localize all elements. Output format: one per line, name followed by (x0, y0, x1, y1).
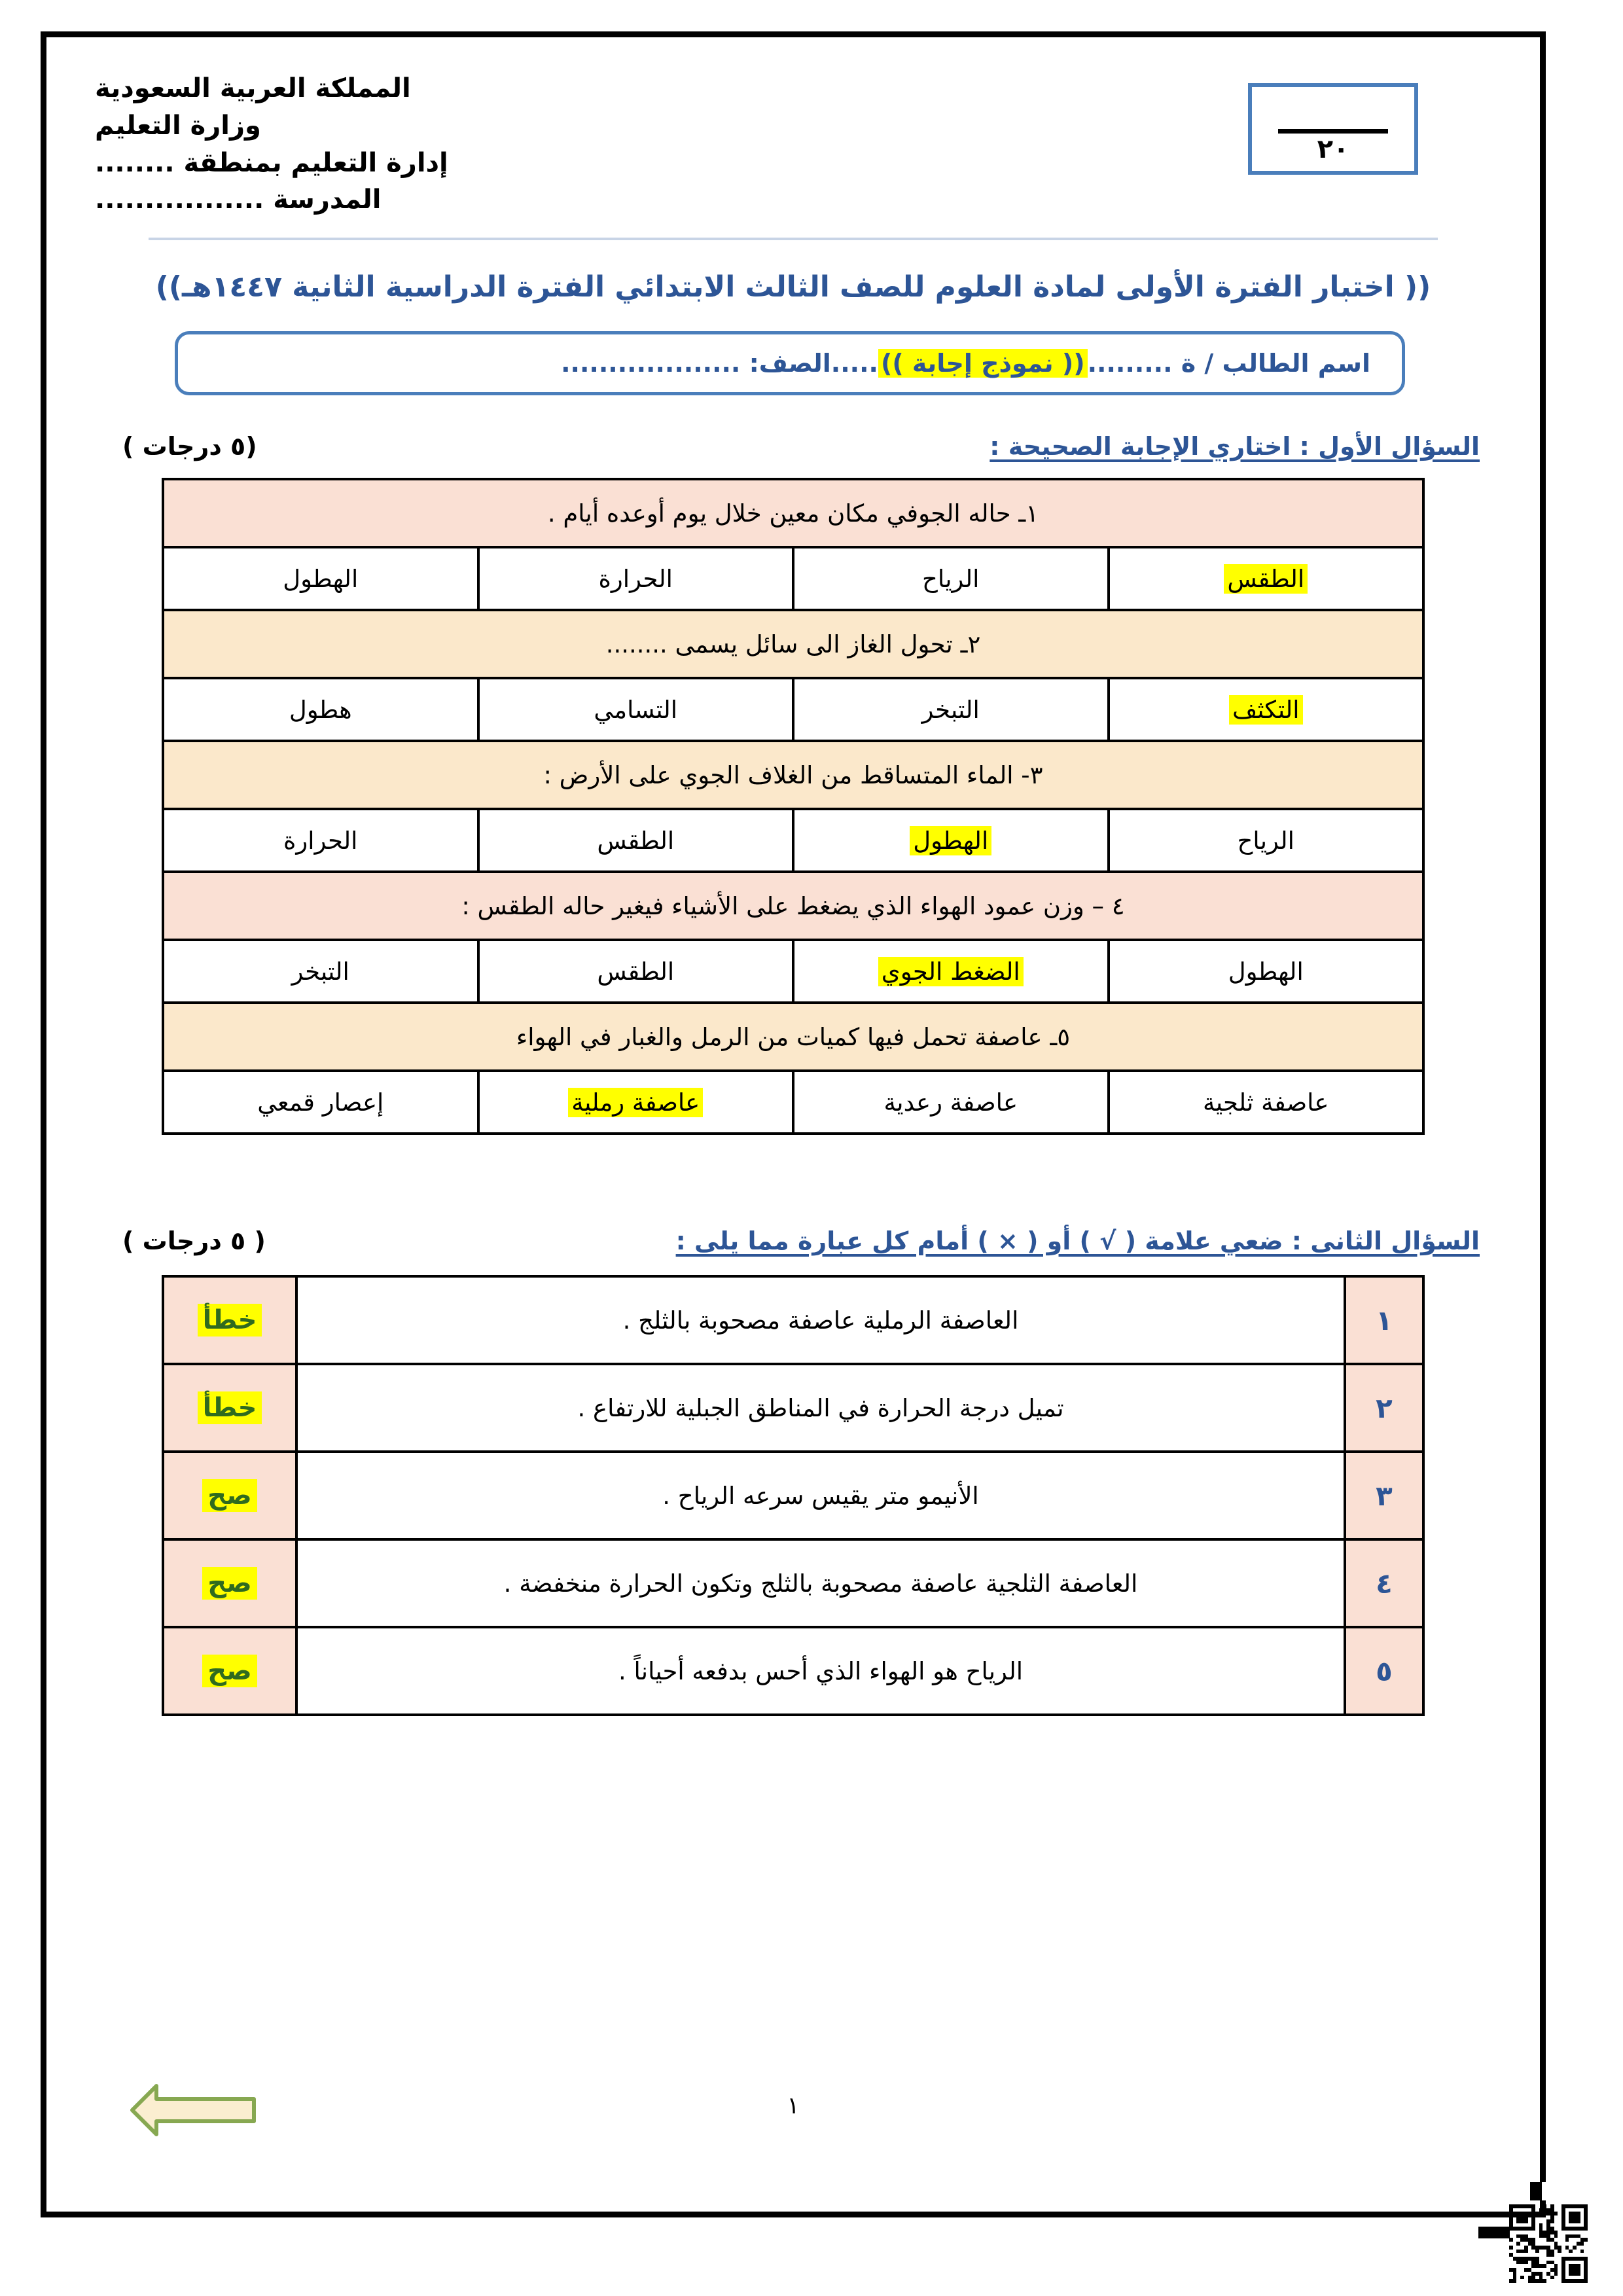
mcq-option[interactable] (163, 678, 478, 741)
table-row (163, 1003, 1423, 1071)
tf-answer-cell[interactable] (163, 1364, 296, 1452)
mcq-stem: ٢ـ تحول الغاز الى سائل يسمى ........ (163, 610, 1423, 678)
tf-row-number: ٣ (1345, 1452, 1423, 1539)
tf-statement: العاصفة الرملية عاصفة مصحوبة بالثلج . (296, 1276, 1345, 1364)
tf-row-number: ١ (1345, 1276, 1423, 1364)
qr-matrix (1509, 2204, 1588, 2283)
mcq-option-text: الضغط الجوي (878, 957, 1024, 986)
grade-fraction-line (1278, 129, 1388, 134)
question-1-heading: السؤال الأول : اختاري الإجابة الصحيحة : (990, 432, 1480, 461)
mcq-option-text: التبخر (921, 695, 980, 724)
table-row (163, 1364, 1423, 1452)
ministry-header (83, 63, 448, 219)
true-false-table (162, 1275, 1425, 1716)
mcq-option[interactable] (1109, 809, 1424, 872)
tf-statement: الأنيمو متر يقيس سرعه الرياح . (296, 1452, 1345, 1539)
mcq-stem: ٥ـ عاصفة تحمل فيها كميات من الرمل والغبار في الهواء (163, 1003, 1423, 1071)
tf-row-number: ٤ (1345, 1539, 1423, 1627)
question-2-heading: السؤال الثانى : ضعي علامة ( √ ) أو ( × ) أمام كل عبارة مما يلى : (675, 1227, 1480, 1255)
mcq-option[interactable] (163, 1071, 478, 1134)
mcq-option[interactable] (793, 940, 1109, 1003)
page-frame (41, 31, 1546, 2217)
qr-registration-tick-horizontal (1478, 2223, 1510, 2238)
table-row (163, 610, 1423, 678)
table-row (163, 1627, 1423, 1715)
mcq-option[interactable] (1109, 547, 1424, 610)
mcq-option-text: الحرارة (283, 826, 358, 855)
header-divider (149, 238, 1438, 240)
table-row (163, 1539, 1423, 1627)
header-line-directorate: إدارة التعليم بمنطقة ........ (95, 147, 448, 178)
mcq-option-text: الحرارة (598, 564, 673, 593)
mcq-option[interactable] (478, 547, 794, 610)
tf-answer-text: خطأ (198, 1304, 262, 1336)
mcq-stem: ٤ – وزن عمود الهواء الذي يضغط على الأشياء فيغير حاله الطقس : (163, 872, 1423, 940)
mcq-option-text: التسامي (594, 695, 678, 724)
mcq-option-text: الطقس (1224, 564, 1308, 594)
mcq-stem: ٣- الماء المتساقط من الغلاف الجوي على الأرض : (163, 741, 1423, 809)
mcq-option-text: الطقس (597, 826, 675, 855)
tf-answer-text: خطأ (198, 1391, 262, 1424)
student-name-prefix: اسم الطالب / ة ......... (1087, 349, 1370, 378)
answer-key-label: (( نموذج إجابة )) (878, 349, 1088, 378)
mcq-option[interactable] (793, 1071, 1109, 1134)
grade-box (1248, 83, 1418, 175)
back-arrow-icon[interactable] (129, 2082, 257, 2138)
mcq-option[interactable] (163, 547, 478, 610)
mcq-option-text: عاصفة ثلجية (1202, 1088, 1329, 1117)
mcq-option-text: عاصفة رملية (568, 1088, 703, 1117)
table-row (163, 809, 1423, 872)
mcq-option-text: الهطول (910, 826, 991, 855)
mcq-option[interactable] (478, 678, 794, 741)
tf-answer-cell[interactable] (163, 1452, 296, 1539)
mcq-option-text: الرياح (1237, 826, 1294, 855)
document-header (83, 63, 1503, 234)
mcq-option[interactable] (793, 547, 1109, 610)
header-line-ministry: وزارة التعليم (95, 110, 261, 141)
mcq-option[interactable] (1109, 940, 1424, 1003)
mcq-option[interactable] (793, 678, 1109, 741)
mcq-option-text: الطقس (597, 957, 675, 986)
tf-statement: الرياح هو الهواء الذي أحس بدفعه أحياناً . (296, 1627, 1345, 1715)
table-row (163, 741, 1423, 809)
tf-answer-text: صح (202, 1655, 257, 1687)
tf-statement: العاصفة الثلجية عاصفة مصحوبة بالثلج وتكون الحرارة منخفضة . (296, 1539, 1345, 1627)
mcq-table (162, 478, 1425, 1135)
question-1-marks: (٥ درجات ) (122, 432, 257, 461)
mcq-option[interactable] (1109, 678, 1424, 741)
table-row (163, 872, 1423, 940)
tf-row-number: ٢ (1345, 1364, 1423, 1452)
tf-row-number: ٥ (1345, 1627, 1423, 1715)
table-row (163, 1276, 1423, 1364)
exam-title: (( اختبار الفترة الأولى لمادة العلوم للصف الثالث الابتدائي الفترة الدراسية الثانية ١٤٤٧هـ)) (155, 270, 1431, 304)
mcq-option-text: الرياح (922, 564, 980, 593)
mcq-option-text: إعصار قمعي (257, 1088, 384, 1117)
mcq-option-text: عاصفة رعدية (883, 1088, 1018, 1117)
mcq-option-text: التكثف (1229, 695, 1303, 725)
mcq-option[interactable] (478, 940, 794, 1003)
question-2-marks: ( ٥ درجات ) (122, 1227, 266, 1255)
qr-registration-tick-vertical (1530, 2182, 1546, 2200)
page-number: ١ (787, 2092, 800, 2119)
table-row (163, 479, 1423, 547)
page-content (46, 37, 1540, 2212)
table-row (163, 940, 1423, 1003)
mcq-option[interactable] (163, 809, 478, 872)
question-1-heading-row (83, 432, 1503, 461)
header-line-school: المدرسة ................. (95, 185, 382, 215)
table-row (163, 547, 1423, 610)
table-row (163, 1071, 1423, 1134)
tf-answer-cell[interactable] (163, 1276, 296, 1364)
mcq-option-text: الهطول (283, 564, 359, 593)
mcq-option[interactable] (478, 809, 794, 872)
mcq-option[interactable] (793, 809, 1109, 872)
header-line-country: المملكة العربية السعودية (95, 73, 411, 103)
mcq-option-text: هطول (289, 695, 352, 724)
table-row (163, 1452, 1423, 1539)
tf-answer-text: صح (202, 1567, 257, 1600)
mcq-option[interactable] (478, 1071, 794, 1134)
question-2-heading-row (83, 1227, 1503, 1255)
mcq-option[interactable] (1109, 1071, 1424, 1134)
tf-answer-text: صح (202, 1479, 257, 1512)
page-footer (83, 2074, 1503, 2153)
mcq-option-text: التبخر (291, 957, 349, 986)
student-name-bar (175, 331, 1405, 395)
table-row (163, 678, 1423, 741)
qr-code (1509, 2204, 1588, 2283)
mcq-stem: ١ـ حاله الجوفي مكان معين خلال يوم أوعده أيام . (163, 479, 1423, 547)
mcq-option[interactable] (163, 940, 478, 1003)
mcq-option-text: الهطول (1228, 957, 1304, 986)
grade-total: ٢٠ (1317, 134, 1349, 164)
tf-statement: تميل درجة الحرارة في المناطق الجبلية للارتفاع . (296, 1364, 1345, 1452)
student-class-suffix: .....الصف: ................... (561, 349, 878, 378)
tf-answer-cell[interactable] (163, 1539, 296, 1627)
tf-answer-cell[interactable] (163, 1627, 296, 1715)
